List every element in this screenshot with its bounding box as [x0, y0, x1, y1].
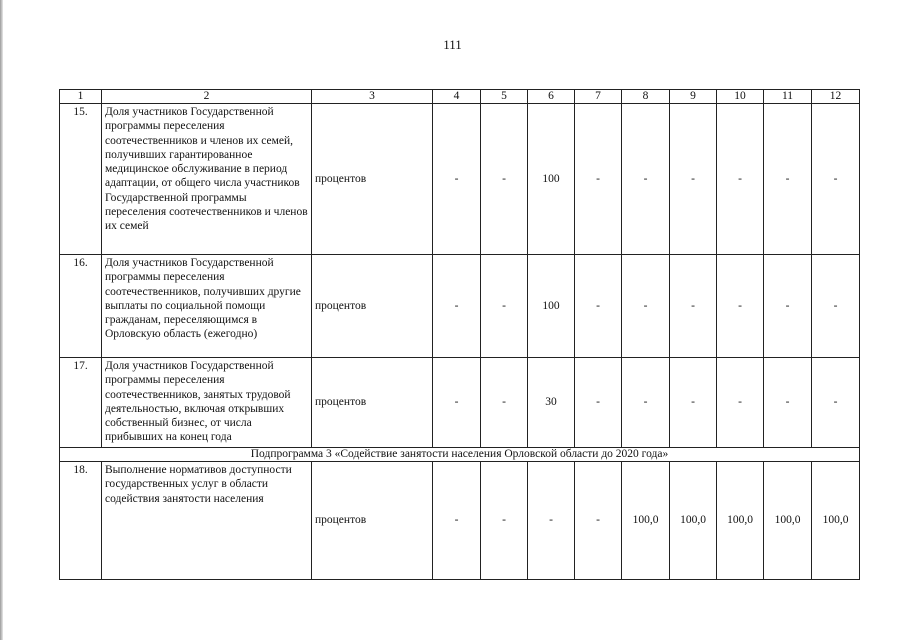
value-cell: - [764, 255, 812, 358]
value-cell: - [481, 104, 528, 255]
value-cell: - [717, 255, 764, 358]
header-row [60, 90, 860, 104]
value-cell: - [670, 104, 717, 255]
table-row [60, 358, 860, 448]
column-header: 9 [670, 90, 717, 104]
page-edge [0, 0, 3, 640]
column-header: 11 [764, 90, 812, 104]
value-cell: 100 [528, 104, 575, 255]
value-cell: - [622, 104, 670, 255]
column-header: 4 [433, 90, 481, 104]
column-header: 12 [812, 90, 860, 104]
row-number: 18. [60, 462, 102, 580]
value-cell: 100,0 [764, 462, 812, 580]
value-cell: 100,0 [717, 462, 764, 580]
indicator-description: Доля участников Государственной программы переселения соотечественников, получивших другие выплаты по социальной помощи гражданам, переселяющимся в Орловскую область (ежегодно) [102, 255, 312, 358]
page-number: 111 [443, 37, 462, 52]
row-number: 16. [60, 255, 102, 358]
value-cell: - [575, 255, 622, 358]
subprogram-row [60, 448, 860, 462]
unit-cell: процентов [312, 358, 433, 448]
column-header: 2 [102, 90, 312, 104]
unit-cell: процентов [312, 255, 433, 358]
column-header: 6 [528, 90, 575, 104]
value-cell: - [481, 255, 528, 358]
value-cell: - [575, 358, 622, 448]
column-header: 5 [481, 90, 528, 104]
column-header: 8 [622, 90, 670, 104]
value-cell: 100 [528, 255, 575, 358]
value-cell: - [717, 358, 764, 448]
unit-cell: процентов [312, 104, 433, 255]
column-header: 10 [717, 90, 764, 104]
value-cell: - [717, 104, 764, 255]
value-cell: - [433, 358, 481, 448]
value-cell: - [575, 462, 622, 580]
column-header: 7 [575, 90, 622, 104]
row-number: 15. [60, 104, 102, 255]
value-cell: - [812, 358, 860, 448]
value-cell: 100,0 [622, 462, 670, 580]
indicators-table [59, 89, 860, 580]
value-cell: - [528, 462, 575, 580]
value-cell: - [622, 255, 670, 358]
value-cell: - [764, 104, 812, 255]
value-cell: - [433, 255, 481, 358]
value-cell: - [622, 358, 670, 448]
indicator-description: Выполнение нормативов доступности государственных услуг в области содействия занятости населения [102, 462, 312, 580]
value-cell: - [433, 104, 481, 255]
column-header: 3 [312, 90, 433, 104]
indicator-description: Доля участников Государственной программы переселения соотечественников и членов их семей, получивших гарантированное медицинское обслуживание в период адаптации, от общего числа участников Государственной программы переселения соотечественников и членов их семей [102, 104, 312, 255]
value-cell: - [575, 104, 622, 255]
value-cell: 100,0 [670, 462, 717, 580]
subprogram-title: Подпрограмма 3 «Содействие занятости населения Орловской области до 2020 года» [60, 448, 860, 462]
table-row [60, 462, 860, 580]
unit-cell: процентов [312, 462, 433, 580]
value-cell: - [481, 358, 528, 448]
value-cell: - [481, 462, 528, 580]
value-cell: 30 [528, 358, 575, 448]
value-cell: - [764, 358, 812, 448]
table-row [60, 104, 860, 255]
row-number: 17. [60, 358, 102, 448]
value-cell: 100,0 [812, 462, 860, 580]
indicator-description: Доля участников Государственной программы переселения соотечественников, занятых трудовой деятельностью, включая открывших собственный бизнес, от числа прибывших на конец года [102, 358, 312, 448]
table-row [60, 255, 860, 358]
column-header: 1 [60, 90, 102, 104]
value-cell: - [433, 462, 481, 580]
value-cell: - [812, 255, 860, 358]
value-cell: - [670, 358, 717, 448]
value-cell: - [812, 104, 860, 255]
value-cell: - [670, 255, 717, 358]
